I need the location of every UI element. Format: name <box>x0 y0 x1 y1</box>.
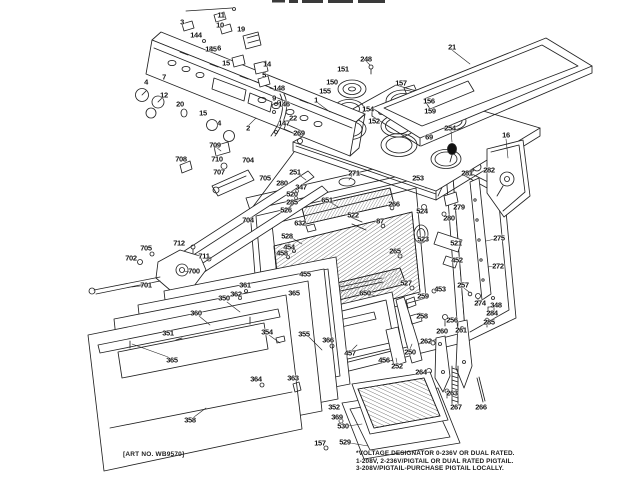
part-label-358: 358 <box>184 415 196 425</box>
part-label-2: 2 <box>246 123 250 133</box>
voltage-footnote <box>356 450 515 473</box>
part-label-524: 524 <box>416 206 428 216</box>
part-label-272: 272 <box>492 261 504 271</box>
part-label-361: 361 <box>239 280 251 290</box>
part-label-148: 148 <box>273 83 285 93</box>
part-label-264: 264 <box>415 367 427 377</box>
part-label-362: 362 <box>230 289 242 299</box>
part-label-19: 19 <box>237 24 245 34</box>
part-label-279: 279 <box>453 202 465 212</box>
voltage-footnote-line3: 3-208V/PIGTAIL-PURCHASE PIGTAIL LOCALLY. <box>356 465 504 473</box>
part-label-258: 258 <box>416 311 428 321</box>
art-number: [ART NO. WB9570] <box>123 451 185 458</box>
part-label-151: 151 <box>337 64 349 74</box>
part-label-261: 261 <box>455 325 467 335</box>
part-label-22: 22 <box>289 113 297 123</box>
part-label-523: 523 <box>417 234 429 244</box>
part-label-254: 254 <box>444 123 456 133</box>
part-label-704: 704 <box>242 215 254 225</box>
part-label-4: 4 <box>144 77 148 87</box>
part-label-263: 263 <box>446 388 458 398</box>
part-label-251: 251 <box>289 167 301 177</box>
part-label-262: 262 <box>420 336 432 346</box>
part-label-12: 12 <box>160 90 168 100</box>
part-label-457: 457 <box>344 348 356 358</box>
part-label-355: 355 <box>298 329 310 339</box>
part-label-454: 454 <box>283 242 295 252</box>
part-label-282: 282 <box>483 165 495 175</box>
part-label-15: 15 <box>222 58 230 68</box>
part-label-20: 20 <box>176 99 184 109</box>
part-label-527: 527 <box>400 278 412 288</box>
part-label-152: 152 <box>368 116 380 126</box>
part-label-348: 348 <box>490 300 502 310</box>
part-label-256: 256 <box>446 315 458 325</box>
part-label-265: 265 <box>389 246 401 256</box>
part-label-710: 710 <box>211 154 223 164</box>
part-label-369: 369 <box>331 412 343 422</box>
part-label-281: 281 <box>461 168 473 178</box>
part-label-702: 702 <box>125 253 137 263</box>
part-label-363: 363 <box>287 373 299 383</box>
part-label-530: 530 <box>337 421 349 431</box>
part-label-11: 11 <box>217 10 225 20</box>
part-label-3: 3 <box>180 17 184 27</box>
part-label-1: 1 <box>314 95 318 105</box>
part-label-360: 360 <box>190 308 202 318</box>
voltage-footnote-line1: *VOLTAGE DESIGNATOR 0-236V OR DUAL RATED. <box>356 450 515 457</box>
part-label-651: 651 <box>321 195 333 205</box>
part-label-267: 267 <box>450 402 462 412</box>
part-label-155: 155 <box>319 86 331 96</box>
part-label-522: 522 <box>347 210 359 220</box>
part-label-350: 350 <box>218 293 230 303</box>
part-label-16: 16 <box>502 130 510 140</box>
part-label-708: 708 <box>175 154 187 164</box>
part-label-452: 452 <box>451 255 463 265</box>
part-label-156: 156 <box>423 96 435 106</box>
part-label-259: 259 <box>417 291 429 301</box>
part-label-520: 520 <box>286 189 298 199</box>
part-label-712: 712 <box>173 238 185 248</box>
voltage-footnote-line2: 1-208V, 2-236V/PIGTAIL OR DUAL RATED PIGTAIL. <box>356 457 514 465</box>
part-label-9: 9 <box>272 93 276 103</box>
part-label-10: 10 <box>216 20 224 30</box>
part-label-15: 15 <box>199 108 207 118</box>
part-label-5: 5 <box>262 70 266 80</box>
part-label-257: 257 <box>457 280 469 290</box>
part-label-526: 526 <box>280 205 292 215</box>
part-label-271: 271 <box>348 168 360 178</box>
part-label-709: 709 <box>209 140 221 150</box>
part-label-701: 701 <box>140 280 152 290</box>
part-label-253: 253 <box>412 173 424 183</box>
part-label-250: 250 <box>404 347 416 357</box>
part-label-248: 248 <box>360 54 372 64</box>
part-label-707: 707 <box>213 167 225 177</box>
part-label-280: 280 <box>443 213 455 223</box>
part-label-147: 147 <box>278 118 290 128</box>
part-label-365: 365 <box>288 288 300 298</box>
part-label-144: 144 <box>190 30 202 40</box>
part-label-266: 266 <box>388 199 400 209</box>
part-label-87: 87 <box>376 216 384 226</box>
part-label-455: 455 <box>299 269 311 279</box>
part-label-364: 364 <box>250 374 262 384</box>
part-label-285: 285 <box>483 317 495 327</box>
part-label-150: 150 <box>326 77 338 87</box>
part-label-69: 69 <box>425 132 433 142</box>
part-label-266: 266 <box>475 402 487 412</box>
part-label-458: 458 <box>276 248 288 258</box>
part-label-351: 351 <box>162 328 174 338</box>
part-label-157: 157 <box>395 78 407 88</box>
part-label-145: 145 <box>205 44 217 54</box>
part-label-274: 274 <box>474 298 486 308</box>
part-label-14: 14 <box>263 59 271 69</box>
part-label-365: 365 <box>166 355 178 365</box>
part-label-711: 711 <box>198 251 210 261</box>
part-label-6: 6 <box>217 43 221 53</box>
part-label-354: 354 <box>261 327 273 337</box>
part-label-453: 453 <box>434 284 446 294</box>
part-label-705: 705 <box>259 173 271 183</box>
part-label-347: 347 <box>295 182 307 192</box>
part-label-275: 275 <box>493 233 505 243</box>
part-label-528: 528 <box>281 231 293 241</box>
part-label-269: 269 <box>293 128 305 138</box>
part-label-352: 352 <box>328 402 340 412</box>
part-label-21: 21 <box>448 42 456 52</box>
part-label-159: 159 <box>424 106 436 116</box>
part-label-521: 521 <box>450 238 462 248</box>
part-label-456: 456 <box>378 355 390 365</box>
part-label-146: 146 <box>278 99 290 109</box>
part-label-700: 700 <box>188 266 200 276</box>
part-label-260: 260 <box>436 326 448 336</box>
part-label-650: 650 <box>359 288 371 298</box>
part-label-632: 632 <box>294 218 306 228</box>
part-label-280: 280 <box>276 178 288 188</box>
part-label-157: 157 <box>314 438 326 448</box>
part-label-154: 154 <box>362 104 374 114</box>
part-label-704: 704 <box>242 155 254 165</box>
part-label-285: 285 <box>286 197 298 207</box>
part-label-705: 705 <box>140 243 152 253</box>
part-label-4: 4 <box>217 118 221 128</box>
part-label-7: 7 <box>162 72 166 82</box>
part-label-284: 284 <box>486 308 498 318</box>
part-label-529: 529 <box>339 437 351 447</box>
part-label-252: 252 <box>391 361 403 371</box>
part-label-366: 366 <box>322 335 334 345</box>
